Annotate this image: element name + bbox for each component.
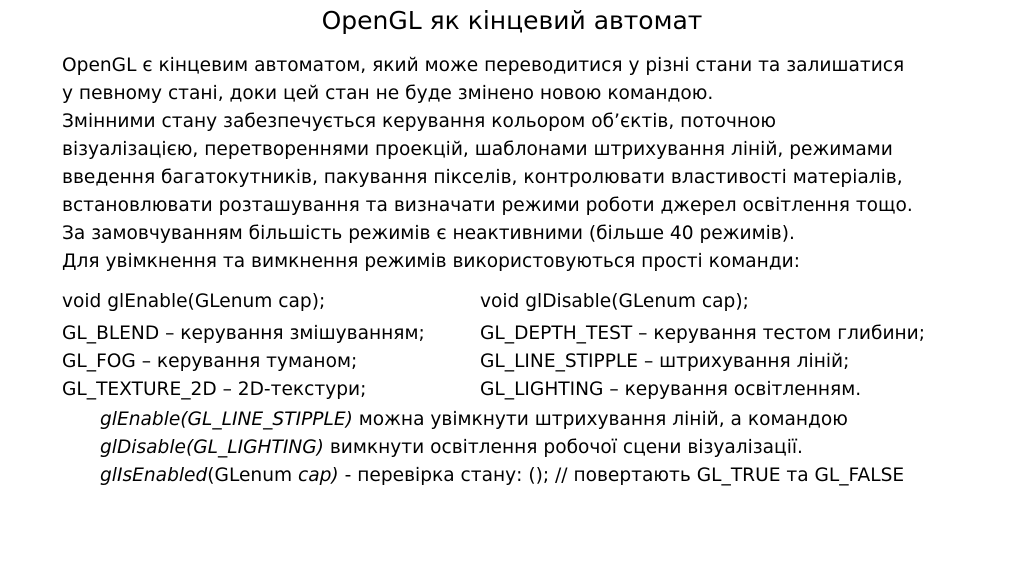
paragraph-line: у певному стані, доки цей стан не буде змінено новою командою. <box>62 83 714 104</box>
example-code: glDisable(GL_LIGHTING) <box>100 437 324 458</box>
slide-title: OpenGL як кінцевий автомат <box>321 6 703 35</box>
paragraph-line: Змінними стану забезпечується керування кольором об’єктів, поточною <box>62 111 777 132</box>
example-line <box>100 434 803 462</box>
paragraph-line: За замовчуванням більшість режимів є неактивними (більше 40 режимів). <box>62 223 795 244</box>
example-text: вимкнути освітлення робочої сцени візуалізації. <box>323 437 803 458</box>
example-code-param: cap) <box>298 465 339 486</box>
paragraph-line: візуалізацією, перетвореннями проекцій, шаблонами штрихування ліній, режимами <box>62 139 893 160</box>
example-text: можна увімкнути штрихування ліній, а командою <box>352 409 848 430</box>
paragraph-line: введення багатокутників, пакування пікселів, контролювати властивості матеріалів, <box>62 167 903 188</box>
example-text: - перевірка стану: (); // повертають GL_TRUE та GL_FALSE <box>338 465 905 486</box>
gl-enable-signature: void glEnable(GLenum cap); <box>62 291 326 312</box>
mode-row <box>62 376 992 404</box>
example-code: glEnable(GL_LINE_STIPPLE) <box>100 409 353 430</box>
example-code-arg: (GLenum <box>207 465 299 486</box>
paragraph-line: встановлювати розташування та визначати режими роботи джерел освітлення тощо. <box>62 195 913 216</box>
mode-left: GL_FOG – керування туманом; <box>62 351 358 372</box>
mode-left: GL_TEXTURE_2D – 2D-текстури; <box>62 379 367 400</box>
gl-disable-signature: void glDisable(GLenum cap); <box>480 291 749 312</box>
mode-right: GL_LIGHTING – керування освітленням. <box>480 379 862 400</box>
mode-right: GL_DEPTH_TEST – керування тестом глибини; <box>480 323 926 344</box>
mode-row <box>62 348 992 376</box>
example-line <box>100 406 848 434</box>
function-row <box>62 288 962 316</box>
example-code: glIsEnabled <box>100 465 208 486</box>
example-line <box>100 462 904 490</box>
mode-left: GL_BLEND – керування змішуванням; <box>62 323 425 344</box>
mode-right: GL_LINE_STIPPLE – штрихування ліній; <box>480 351 850 372</box>
paragraph-line: Для увімкнення та вимкнення режимів використовуються прості команди: <box>62 251 801 272</box>
mode-row <box>62 320 992 348</box>
paragraph-line: OpenGL є кінцевим автоматом, який може переводитися у різні стани та залишатися <box>62 55 905 76</box>
